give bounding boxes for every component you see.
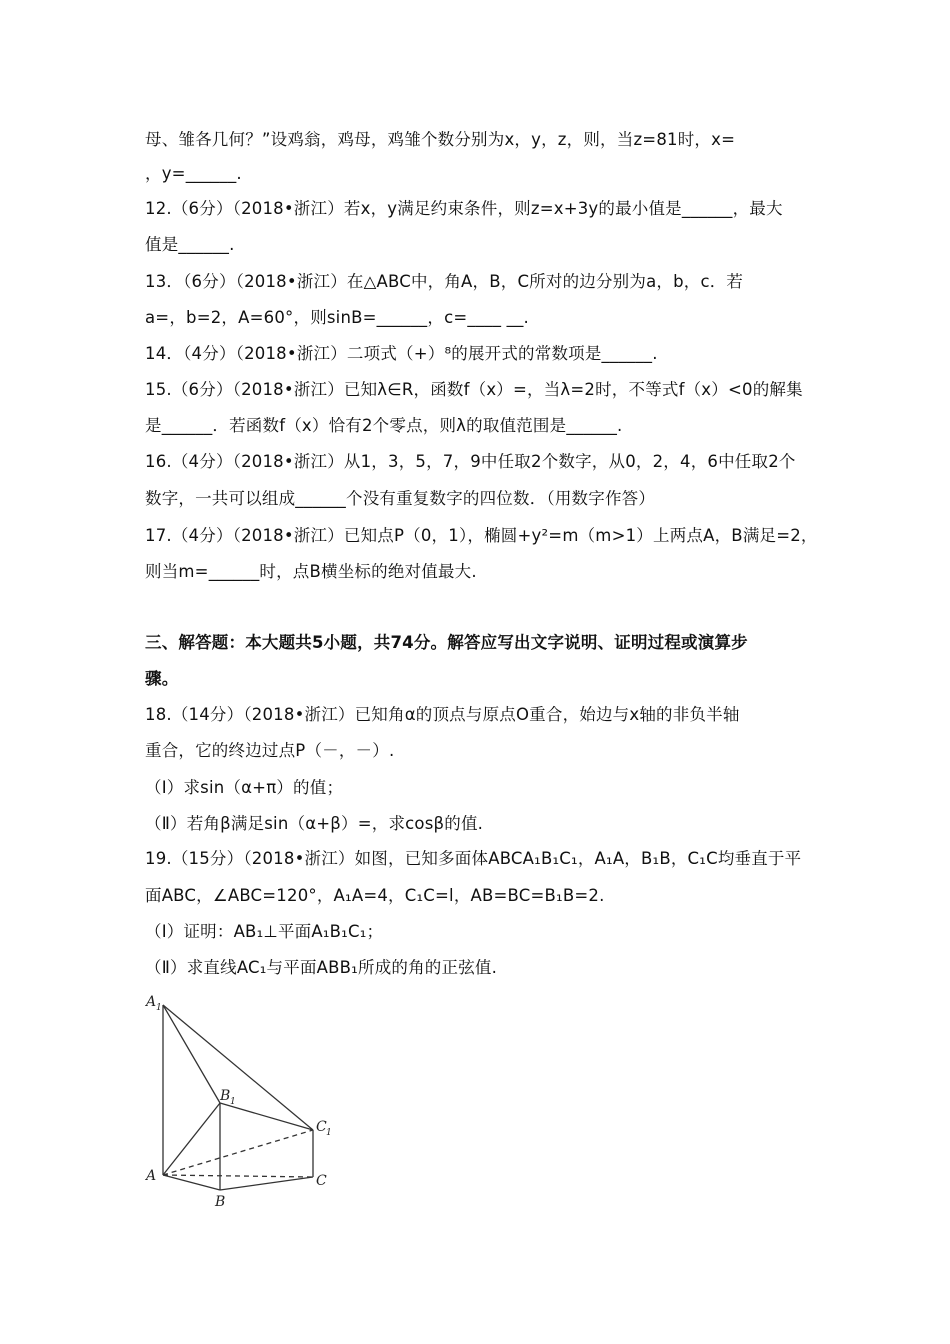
edge-a1-c1: [163, 1005, 313, 1130]
text-line: 面ABC，∠ABC=120°，A₁A=4，C₁C=l，AB=BC=B₁B=2.: [145, 886, 605, 905]
text-line: （Ⅱ）若角β满足sin（α+β）=，求cosβ的值.: [145, 814, 484, 833]
text-line: a=，b=2，A=60°，则sinB=______，c=____ __.: [145, 308, 529, 327]
question-16-line: 16.（4分）（2018•浙江）从1，3，5，7，9中任取2个数字，从0，2，4，6中任取2个: [145, 452, 796, 471]
text-line: （Ⅱ）求直线AC₁与平面ABB₁所成的角的正弦值.: [145, 958, 498, 977]
question-15-line: 15.（6分）（2018•浙江）已知λ∈R，函数f（x）=，当λ=2时，不等式f（x）<0的解集: [145, 380, 803, 399]
text-line: 是______．若函数f（x）恰有2个零点，则λ的取值范围是______.: [145, 416, 623, 435]
text-line: 重合，它的终边过点P（－，－）.: [145, 741, 395, 760]
label-b1: B: [220, 1088, 231, 1104]
edge-a-c1-hidden: [163, 1130, 313, 1175]
edge-a-b: [163, 1175, 220, 1190]
text-line: （Ⅰ）证明：AB₁⊥平面A₁B₁C₁；: [145, 922, 384, 941]
edge-a-c-hidden: [163, 1175, 313, 1177]
label-a1-sub: 1: [156, 1003, 162, 1013]
polyhedron-figure: [140, 985, 350, 1210]
text-line: 值是______.: [145, 235, 235, 254]
section-title-cont: 骤。: [145, 669, 179, 688]
label-b: B: [215, 1194, 226, 1210]
label-c1: C: [316, 1119, 327, 1135]
text-line: 数字，一共可以组成______个没有重复数字的四位数．（用数字作答）: [145, 489, 656, 508]
question-13-line: 13．（6分）（2018•浙江）在△ABC中，角A，B，C所对的边分别为a，b，c．若: [145, 272, 744, 291]
label-b1-sub: 1: [230, 1097, 236, 1107]
label-a: A: [146, 1168, 157, 1184]
question-18-line: 18.（14分）（2018•浙江）已知角α的顶点与原点O重合，始边与x轴的非负半轴: [145, 705, 740, 724]
edge-b1-c1: [220, 1103, 313, 1130]
label-a1: A: [146, 994, 157, 1010]
section-title: 三、解答题：本大题共5小题，共74分。解答应写出文字说明、证明过程或演算步: [145, 633, 748, 652]
text-line: 则当m=______时，点B横坐标的绝对值最大.: [145, 562, 477, 581]
text-line: （Ⅰ）求sin（α+π）的值；: [145, 778, 344, 797]
question-19-line: 19.（15分）（2018•浙江）如图，已知多面体ABCA₁B₁C₁，A₁A，B₁B，C₁C均垂直于平: [145, 849, 802, 868]
question-12-line: 12.（6分）（2018•浙江）若x，y满足约束条件，则z=x+3y的最小值是______，最大: [145, 199, 783, 218]
text-line: 母、雏各几何？”设鸡翁，鸡母，鸡雏个数分别为x，y，z，则，当z=81时，x=: [145, 130, 736, 149]
question-17-line: 17.（4分）（2018•浙江）已知点P（0，1），椭圆+y²=m（m>1）上两点A，B满足=2，: [145, 526, 818, 545]
edge-a-b1: [163, 1103, 220, 1175]
edge-b-c: [220, 1177, 313, 1190]
label-c1-sub: 1: [326, 1128, 332, 1138]
label-c: C: [316, 1173, 327, 1189]
text-line: ，y=______.: [145, 164, 242, 183]
edge-a1-b1: [163, 1005, 220, 1103]
question-14-line: 14．（4分）（2018•浙江）二项式（+）⁸的展开式的常数项是______.: [145, 344, 658, 363]
